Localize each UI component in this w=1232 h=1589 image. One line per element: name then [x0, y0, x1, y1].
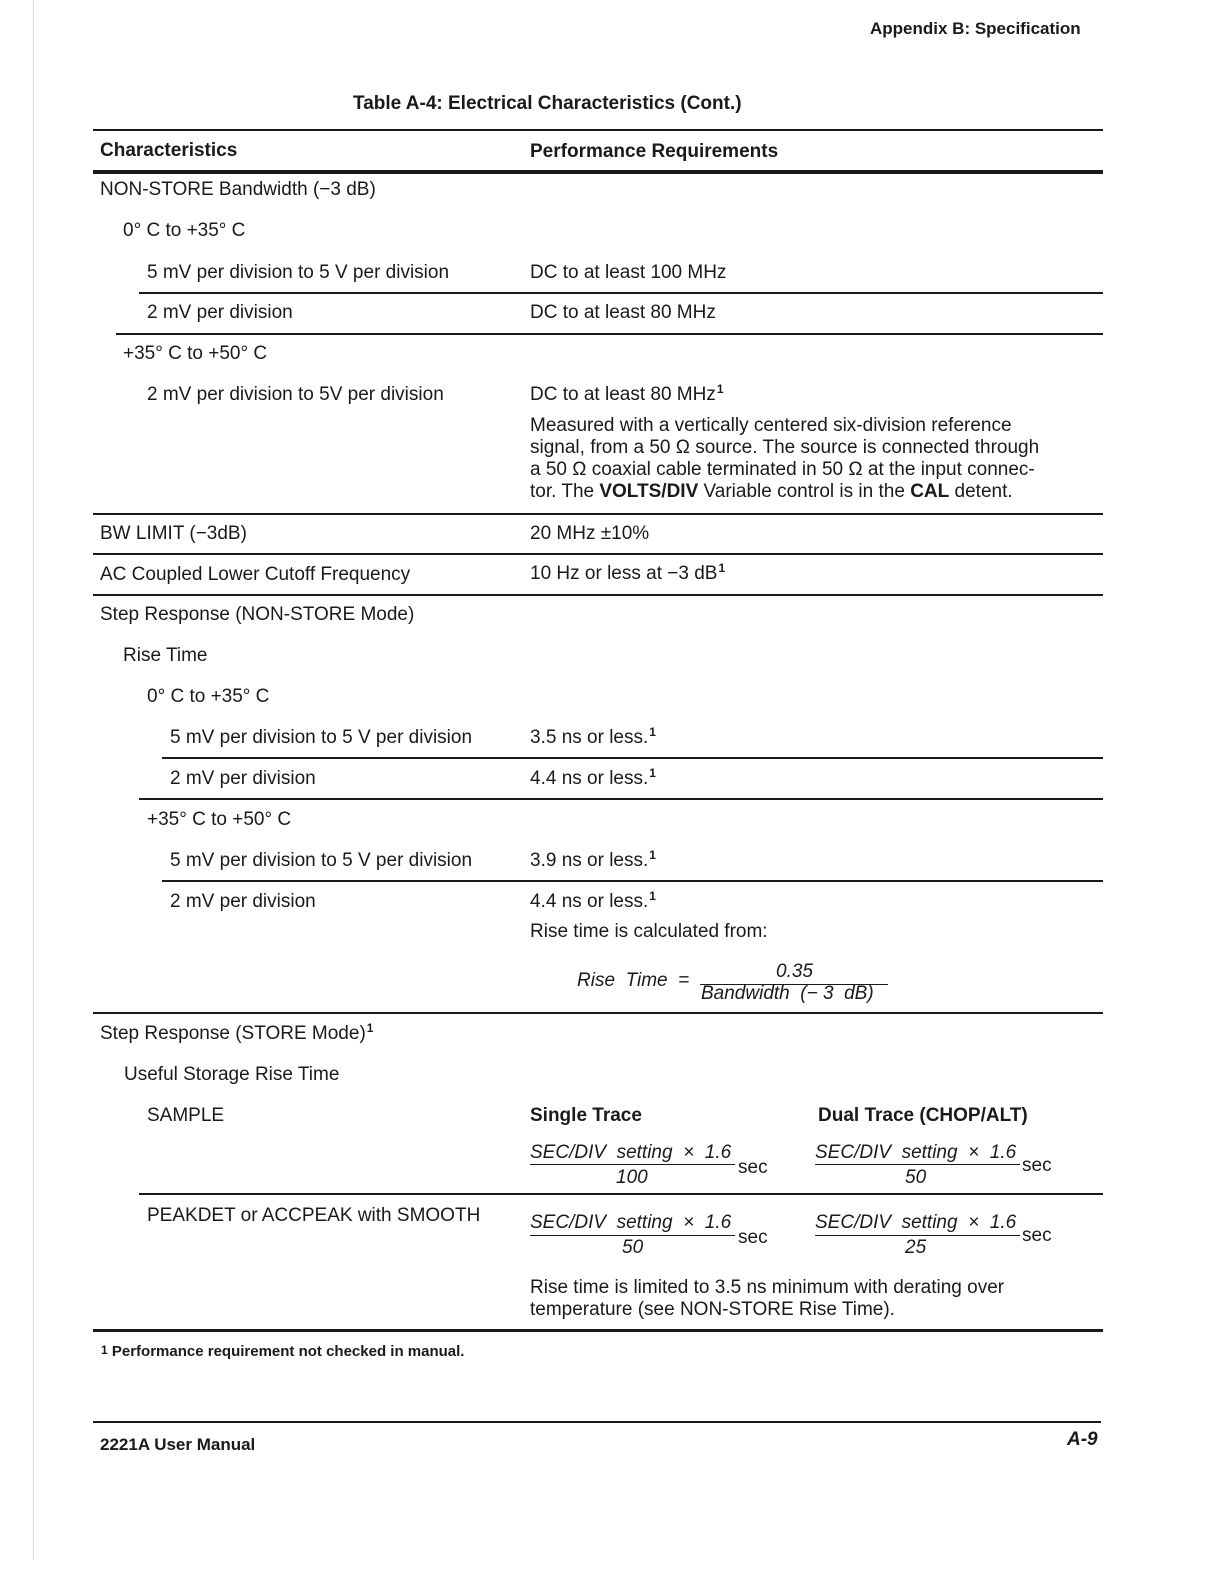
bw-limit-value: 20 MHz ±10% [530, 523, 650, 544]
rise-time-label: Rise Time [123, 645, 208, 666]
table-top-rule [93, 129, 1103, 131]
step-response-store: Step Response (STORE Mode)$^1$ [100, 1021, 374, 1044]
formula-lhs: Rise Time = [577, 970, 690, 991]
rt-hot-2mv-value: 4.4 ns or less.$^1$ [530, 889, 656, 912]
rt-2mv-label: 2 mV per division [170, 768, 316, 789]
ac-coupled-label: AC Coupled Lower Cutoff Frequency [100, 564, 411, 585]
running-header: Appendix B: Specification [870, 19, 1081, 38]
footer-rule [93, 1421, 1101, 1423]
dual-trace-header: Dual Trace (CHOP/ALT) [818, 1105, 1028, 1126]
sample-dual-numerator: SEC/DIV setting × 1.6 [815, 1142, 1017, 1163]
sample-single-fraction-line [530, 1164, 735, 1165]
peakdet-label: PEAKDET or ACCPEAK with SMOOTH [147, 1205, 481, 1226]
peakdet-single-numerator: SEC/DIV setting × 1.6 [530, 1212, 732, 1233]
peakdet-dual-unit: sec [1022, 1225, 1052, 1246]
useful-storage-rise-time: Useful Storage Rise Time [124, 1064, 340, 1085]
rt-5mv-value: 3.5 ns or less.$^1$ [530, 725, 656, 748]
bw-note-line-3: a 50 Ω coaxial cable terminated in 50 Ω at the input connec- [530, 459, 1035, 480]
page-number: A-9 [1067, 1429, 1098, 1450]
rt-2mv-value: 4.4 ns or less.$^1$ [530, 766, 656, 789]
limit-note-line-1: Rise time is limited to 3.5 ns minimum with derating over [530, 1277, 1005, 1298]
peakdet-dual-numerator: SEC/DIV setting × 1.6 [815, 1212, 1017, 1233]
footer-manual-title: 2221A User Manual [100, 1435, 256, 1454]
row-rule [139, 798, 1103, 800]
step-response-nonstore: Step Response (NON-STORE Mode) [100, 604, 415, 625]
rt-temp-35-50: +35° C to +50° C [147, 809, 292, 830]
row-rule [116, 333, 1103, 335]
bw-note-line-1: Measured with a vertically centered six-division reference [530, 415, 1012, 436]
limit-note-line-2: temperature (see NON-STORE Rise Time). [530, 1299, 895, 1320]
row-rule [139, 1193, 1103, 1195]
sample-dual-fraction-line [815, 1164, 1020, 1165]
row-rule [93, 594, 1103, 596]
bw-note-line-2: signal, from a 50 Ω source. The source is connected through [530, 437, 1040, 458]
table-title: Table A-4: Electrical Characteristics (Cont.) [353, 93, 742, 114]
table-bottom-rule [93, 1329, 1103, 1332]
peakdet-single-denominator: 50 [622, 1237, 644, 1258]
header-bottom-rule [93, 170, 1103, 174]
rt-hot-2mv-label: 2 mV per division [170, 891, 316, 912]
row-rule [93, 513, 1103, 515]
column-header-characteristics: Characteristics [100, 140, 238, 161]
row-rule [162, 880, 1103, 882]
row-rule [139, 292, 1103, 294]
column-header-performance: Performance Requirements [530, 141, 779, 162]
temp-range-0-35: 0° C to +35° C [123, 220, 246, 241]
sample-label: SAMPLE [147, 1105, 225, 1126]
sample-dual-denominator: 50 [905, 1167, 927, 1188]
bw-5mv-label: 5 mV per division to 5 V per division [147, 262, 450, 283]
bw-note-line-4: tor. The VOLTS/DIV Variable control is in the CAL detent. [530, 481, 1013, 502]
rise-time-calc-text: Rise time is calculated from: [530, 921, 768, 942]
bw-2mv-label: 2 mV per division [147, 302, 293, 323]
nonstore-bandwidth-label: NON-STORE Bandwidth (−3 dB) [100, 179, 376, 200]
row-rule [162, 757, 1103, 759]
peakdet-dual-fraction-line [815, 1235, 1020, 1236]
row-rule [93, 1012, 1103, 1014]
peakdet-dual-denominator: 25 [905, 1237, 927, 1258]
bw-5mv-value: DC to at least 100 MHz [530, 262, 727, 283]
rt-hot-5mv-label: 5 mV per division to 5 V per division [170, 850, 473, 871]
ac-coupled-value: 10 Hz or less at −3 $dB^1$ [530, 561, 726, 584]
bw-2mv-value: DC to at least 80 MHz [530, 302, 716, 323]
sample-single-denominator: 100 [616, 1167, 648, 1188]
sample-dual-unit: sec [1022, 1155, 1052, 1176]
peakdet-single-unit: sec [738, 1227, 768, 1248]
footnote: $^1$ Performance requirement not checked in manual. [101, 1343, 465, 1360]
page-margin-line [33, 0, 34, 1560]
rt-temp-0-35: 0° C to +35° C [147, 686, 270, 707]
formula-numerator: 0.35 [776, 961, 813, 982]
single-trace-header: Single Trace [530, 1105, 642, 1126]
row-rule [93, 553, 1103, 555]
rt-5mv-label: 5 mV per division to 5 V per division [170, 727, 473, 748]
sample-single-unit: sec [738, 1157, 768, 1178]
sample-single-numerator: SEC/DIV setting × 1.6 [530, 1142, 732, 1163]
bw-hot-label: 2 mV per division to 5V per division [147, 384, 444, 405]
bw-limit-label: BW LIMIT (−3dB) [100, 523, 247, 544]
formula-denominator: Bandwidth (− 3 dB) [701, 983, 874, 1004]
temp-range-35-50: +35° C to +50° C [123, 343, 268, 364]
peakdet-single-fraction-line [530, 1235, 735, 1236]
bw-hot-value: DC to at least 80 MHz$^1$ [530, 382, 724, 405]
rt-hot-5mv-value: 3.9 ns or less.$^1$ [530, 848, 656, 871]
